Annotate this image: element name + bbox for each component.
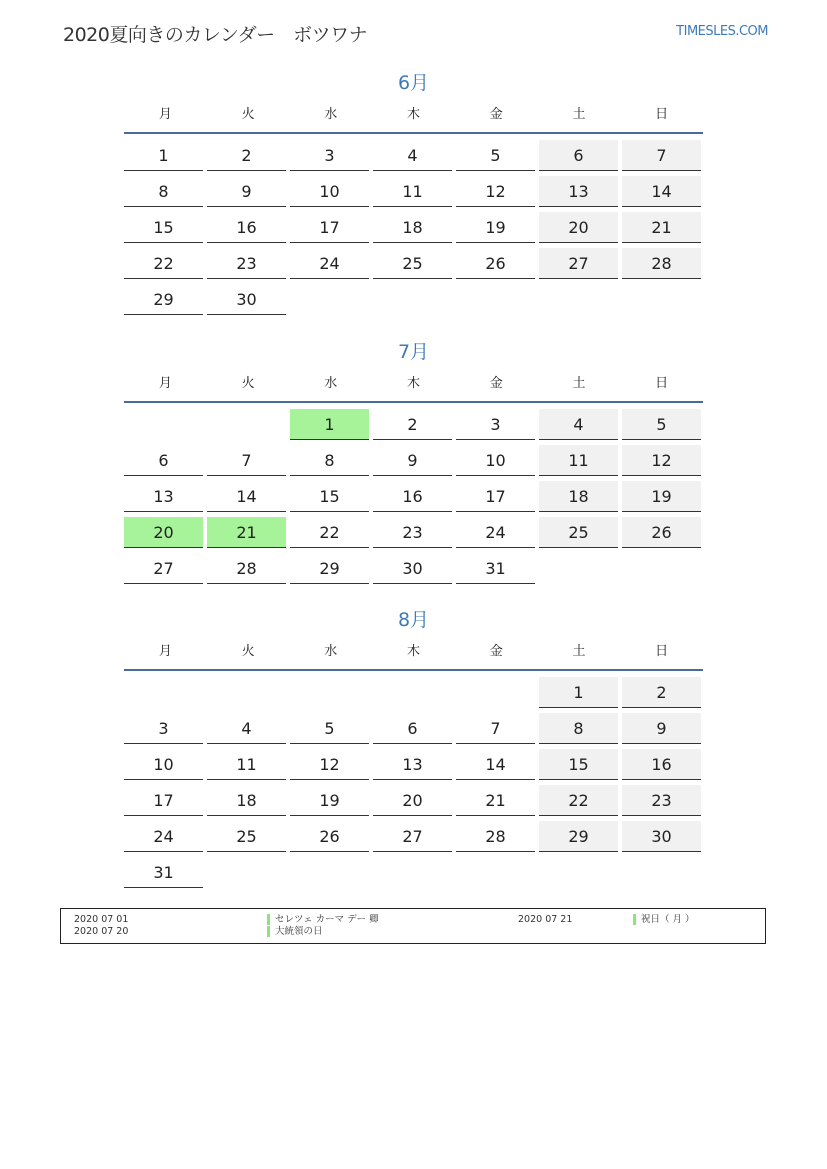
- empty-cell: [207, 677, 286, 708]
- day-cell: 8: [290, 445, 369, 476]
- day-cell: 25: [539, 517, 618, 548]
- empty-cell: [622, 284, 701, 315]
- legend-holiday: [267, 914, 379, 926]
- legend-holiday-name: 大統領の日: [275, 926, 323, 937]
- day-cell: 21: [456, 785, 535, 816]
- legend-holiday: [633, 914, 695, 926]
- day-cell: 17: [124, 785, 203, 816]
- weekday-rule: [124, 401, 703, 403]
- day-cell: 23: [622, 785, 701, 816]
- day-cell: 2: [373, 409, 452, 440]
- day-cell: 29: [124, 284, 203, 315]
- day-cell: 21: [207, 517, 286, 548]
- day-cell: 5: [290, 713, 369, 744]
- day-cell: 12: [622, 445, 701, 476]
- day-cell: 22: [290, 517, 369, 548]
- weekday-header: [124, 373, 703, 401]
- day-cell: 31: [456, 553, 535, 584]
- month-title: 6月: [397, 72, 430, 94]
- day-cell: 27: [373, 821, 452, 852]
- day-cell: 20: [373, 785, 452, 816]
- day-cell: 10: [456, 445, 535, 476]
- weekday-label: 金: [489, 107, 503, 122]
- day-cell: 1: [290, 409, 369, 440]
- empty-cell: [124, 409, 203, 440]
- holiday-swatch: [633, 914, 636, 925]
- day-cell: 14: [622, 176, 701, 207]
- day-cell: 16: [207, 212, 286, 243]
- weekday-label: 火: [241, 107, 255, 122]
- day-grid: [124, 140, 703, 315]
- day-cell: 23: [207, 248, 286, 279]
- weekday-label: 土: [572, 644, 586, 659]
- empty-cell: [622, 857, 701, 888]
- day-cell: 25: [207, 821, 286, 852]
- day-cell: 27: [539, 248, 618, 279]
- empty-cell: [290, 677, 369, 708]
- day-cell: 7: [207, 445, 286, 476]
- day-cell: 13: [373, 749, 452, 780]
- day-cell: 24: [124, 821, 203, 852]
- weekday-label: 木: [407, 644, 421, 659]
- day-cell: 26: [456, 248, 535, 279]
- weekday-rule: [124, 132, 703, 134]
- day-cell: 4: [207, 713, 286, 744]
- day-cell: 3: [124, 713, 203, 744]
- day-cell: 22: [124, 248, 203, 279]
- day-cell: 12: [456, 176, 535, 207]
- day-cell: 11: [539, 445, 618, 476]
- day-cell: 28: [456, 821, 535, 852]
- holiday-legend: [60, 908, 766, 944]
- day-cell: 9: [207, 176, 286, 207]
- day-cell: 7: [622, 140, 701, 171]
- empty-cell: [124, 677, 203, 708]
- day-cell: 1: [539, 677, 618, 708]
- empty-cell: [373, 284, 452, 315]
- weekday-label: 月: [158, 376, 172, 391]
- day-cell: 31: [124, 857, 203, 888]
- empty-cell: [456, 857, 535, 888]
- weekday-label: 月: [158, 107, 172, 122]
- day-cell: 10: [124, 749, 203, 780]
- empty-cell: [373, 677, 452, 708]
- empty-cell: [207, 857, 286, 888]
- day-cell: 27: [124, 553, 203, 584]
- day-cell: 26: [622, 517, 701, 548]
- day-cell: 19: [290, 785, 369, 816]
- day-cell: 8: [539, 713, 618, 744]
- day-cell: 9: [373, 445, 452, 476]
- site-link[interactable]: TIMESLES.COM: [676, 24, 768, 39]
- empty-cell: [207, 409, 286, 440]
- day-cell: 15: [539, 749, 618, 780]
- day-cell: 4: [539, 409, 618, 440]
- day-cell: 4: [373, 140, 452, 171]
- weekday-label: 日: [655, 107, 669, 122]
- day-cell: 18: [373, 212, 452, 243]
- day-cell: 29: [290, 553, 369, 584]
- day-cell: 11: [373, 176, 452, 207]
- day-cell: 30: [373, 553, 452, 584]
- day-cell: 20: [539, 212, 618, 243]
- day-grid: [124, 677, 703, 888]
- day-cell: 20: [124, 517, 203, 548]
- day-cell: 25: [373, 248, 452, 279]
- day-cell: 17: [290, 212, 369, 243]
- day-cell: 6: [124, 445, 203, 476]
- day-cell: 17: [456, 481, 535, 512]
- day-cell: 16: [373, 481, 452, 512]
- empty-cell: [290, 284, 369, 315]
- weekday-label: 木: [407, 376, 421, 391]
- day-cell: 3: [456, 409, 535, 440]
- day-cell: 5: [622, 409, 701, 440]
- weekday-label: 土: [572, 376, 586, 391]
- day-cell: 10: [290, 176, 369, 207]
- page-title: 2020夏向きのカレンダー ボツワナ: [63, 24, 368, 46]
- empty-cell: [622, 553, 701, 584]
- day-grid: [124, 409, 703, 584]
- month-title: 8月: [397, 609, 430, 631]
- day-cell: 6: [539, 140, 618, 171]
- day-cell: 26: [290, 821, 369, 852]
- day-cell: 18: [539, 481, 618, 512]
- weekday-label: 水: [324, 644, 338, 659]
- empty-cell: [290, 857, 369, 888]
- day-cell: 19: [456, 212, 535, 243]
- weekday-label: 日: [655, 376, 669, 391]
- weekday-label: 日: [655, 644, 669, 659]
- month-title: 7月: [397, 341, 430, 363]
- legend-date: 2020 07 01: [74, 914, 129, 925]
- day-cell: 12: [290, 749, 369, 780]
- day-cell: 11: [207, 749, 286, 780]
- empty-cell: [539, 284, 618, 315]
- weekday-label: 金: [489, 376, 503, 391]
- holiday-swatch: [267, 926, 270, 937]
- day-cell: 18: [207, 785, 286, 816]
- day-cell: 19: [622, 481, 701, 512]
- legend-holiday-name: セレツェ カーマ デー 卿: [275, 914, 379, 925]
- empty-cell: [373, 857, 452, 888]
- day-cell: 15: [124, 212, 203, 243]
- empty-cell: [456, 677, 535, 708]
- day-cell: 14: [207, 481, 286, 512]
- weekday-label: 月: [158, 644, 172, 659]
- day-cell: 2: [207, 140, 286, 171]
- day-cell: 14: [456, 749, 535, 780]
- weekday-label: 水: [324, 107, 338, 122]
- day-cell: 24: [290, 248, 369, 279]
- weekday-label: 水: [324, 376, 338, 391]
- weekday-rule: [124, 669, 703, 671]
- day-cell: 29: [539, 821, 618, 852]
- day-cell: 30: [622, 821, 701, 852]
- day-cell: 8: [124, 176, 203, 207]
- legend-date: 2020 07 20: [74, 926, 129, 937]
- empty-cell: [539, 857, 618, 888]
- day-cell: 24: [456, 517, 535, 548]
- day-cell: 9: [622, 713, 701, 744]
- day-cell: 3: [290, 140, 369, 171]
- weekday-label: 土: [572, 107, 586, 122]
- day-cell: 16: [622, 749, 701, 780]
- month-august: [124, 607, 703, 888]
- day-cell: 1: [124, 140, 203, 171]
- weekday-header: [124, 641, 703, 669]
- empty-cell: [456, 284, 535, 315]
- day-cell: 28: [207, 553, 286, 584]
- day-cell: 15: [290, 481, 369, 512]
- day-cell: 21: [622, 212, 701, 243]
- holiday-swatch: [267, 914, 270, 925]
- empty-cell: [539, 553, 618, 584]
- day-cell: 5: [456, 140, 535, 171]
- legend-holiday: [267, 926, 323, 938]
- weekday-label: 金: [489, 644, 503, 659]
- day-cell: 13: [539, 176, 618, 207]
- day-cell: 30: [207, 284, 286, 315]
- weekday-label: 火: [241, 644, 255, 659]
- weekday-label: 木: [407, 107, 421, 122]
- weekday-label: 火: [241, 376, 255, 391]
- day-cell: 22: [539, 785, 618, 816]
- day-cell: 6: [373, 713, 452, 744]
- day-cell: 28: [622, 248, 701, 279]
- month-june: [124, 70, 703, 315]
- day-cell: 2: [622, 677, 701, 708]
- day-cell: 13: [124, 481, 203, 512]
- day-cell: 23: [373, 517, 452, 548]
- month-july: [124, 339, 703, 584]
- legend-date: 2020 07 21: [518, 914, 573, 925]
- weekday-header: [124, 104, 703, 132]
- day-cell: 7: [456, 713, 535, 744]
- legend-holiday-name: 祝日（ 月 ）: [641, 914, 695, 925]
